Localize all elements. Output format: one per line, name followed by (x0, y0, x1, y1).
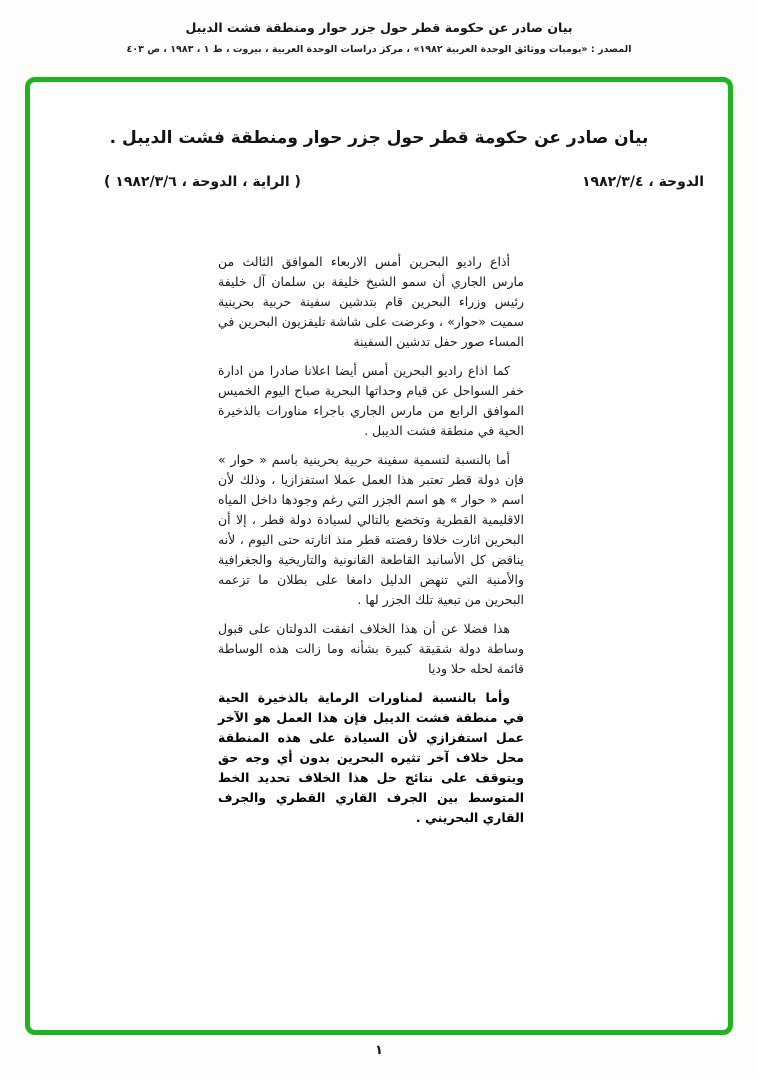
paragraph: وأما بالنسبة لمناورات الرماية بالذخيرة الحية في منطقة فشت الديبل فإن هذا العمل هو الآخر عمل استفزازي لأن السيادة على هذه المنطقة محل خلاف آخر تثيره البحرين بدون أي وجه حق ويتوقف على نتائج حل هذا الخلاف تحديد الخط المتوسط بين الجرف القاري القطري والجرف القاري البحريني . (218, 690, 524, 825)
header-title: بيان صادر عن حكومة قطر حول جزر حوار ومنطقة فشت الديبل (185, 20, 573, 35)
document-title: بيان صادر عن حكومة قطر حول جزر حوار ومنطقة فشت الديبل . (109, 128, 649, 148)
document-body (218, 252, 524, 828)
page-number: ١ (375, 1043, 383, 1058)
paragraph: كما اذاع راديو البحرين أمس أيضا اعلانا صادرا من ادارة خفر السواحل عن قيام وحداتها البحرية صباح اليوم الخميس الموافق الرابع من مارس الجاري باجراء مناورات بالذخيرة الحية في منطقة فشت الديبل . (218, 363, 524, 438)
paragraph: هذا فضلا عن أن هذا الخلاف اتفقت الدولتان على قبول وساطة دولة شقيقة كبيرة بشأنه وما زالت هذه الوساطة قائمة لحله حلا وديا (218, 621, 524, 676)
top-header (0, 0, 758, 55)
paragraph: أذاع راديو البحرين أمس الاربعاء الموافق الثالث من مارس الجاري أن سمو الشيخ خليفة بن سلمان آل خليفة رئيس وزراء البحرين قام بتدشين سفينة حربية بحرينية سميت «حوار» ، وعرضت على شاشة تليفزيون البحرين في المساء صور حفل تدشين السفينة (218, 254, 524, 349)
header-source-line: المصدر : «يوميات ووثائق الوحدة العربية ١٩٨٢» ، مركز دراسات الوحدة العربية ، بيروت ، ط ١ ، ١٩٨٣ ، ص ٤٠٣ (126, 44, 632, 55)
paragraph: أما بالنسبة لتسمية سفينة حربية بحرينية باسم « حوار » فإن دولة قطر تعتبر هذا العمل عملا استفزازيا ، وذلك لأن اسم « حوار » هو اسم الجزر التي رغم وجودها داخل المياه الاقليمية القطرية وتخضع بالتالي لسيادة دولة قطر ، إلا أن البحرين اثارت خلافا رفضته قطر منذ اثارته حتى اليوم ، لأنه يناقض كل الأسانيد القاطعة القانونية والتاريخية والجغرافية والأمنية التي تنهض الدليل دامغا على بطلان ما تزعمه البحرين من تبعية تلك الجزر لها . (218, 452, 524, 607)
document-frame (25, 77, 733, 1035)
document-page (30, 82, 728, 1030)
dateline-source: ( الراية ، الدوحة ، ١٩٨٢/٣/٦ ) (104, 174, 301, 190)
dateline (30, 174, 728, 190)
dateline-place-date: الدوحة ، ١٩٨٢/٣/٤ (582, 174, 704, 190)
